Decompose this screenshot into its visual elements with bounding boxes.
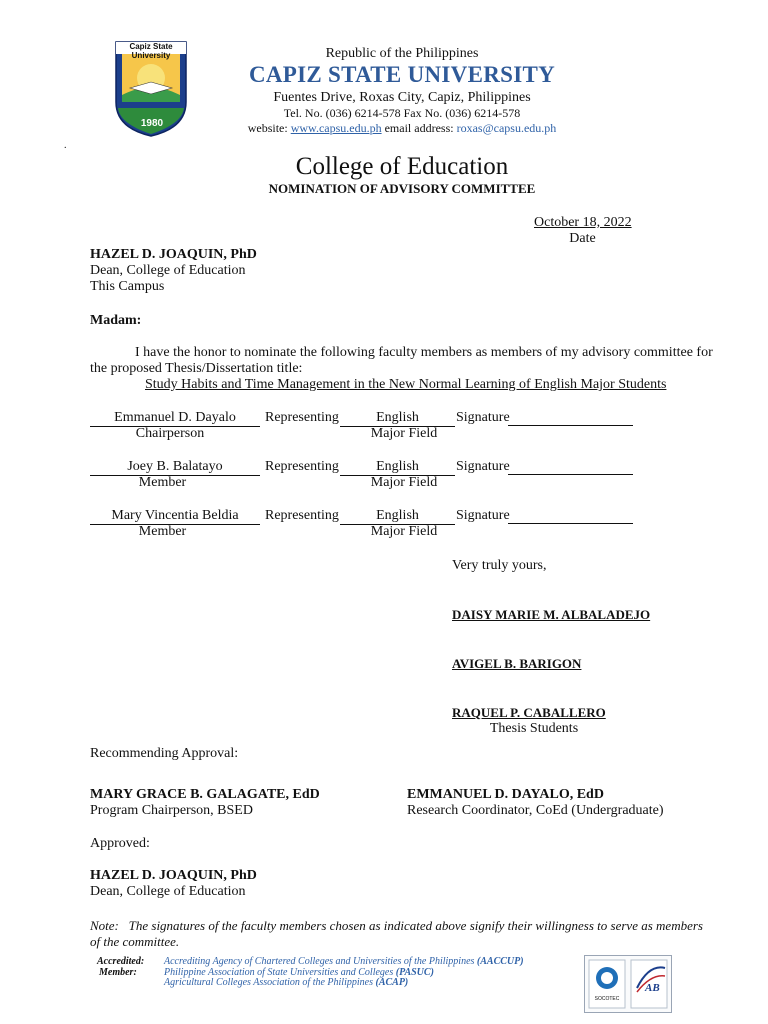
pasuc-abbr: (PASUC) (395, 967, 434, 978)
seal-text: Capiz State University (129, 42, 173, 60)
approver-name: HAZEL D. JOAQUIN, PhD (90, 868, 257, 883)
addressee-name: HAZEL D. JOAQUIN, PhD (90, 247, 257, 262)
committee-role: Member (138, 475, 187, 490)
thesis-title: Study Habits and Time Management in the New Normal Learning of English Major Students (145, 377, 667, 392)
committee-member-name: Mary Vincentia Beldia (90, 508, 260, 525)
document-title: NOMINATION OF ADVISORY COMMITTEE (268, 181, 536, 196)
socotec-label: SOCOTEC (594, 996, 620, 1002)
signature-line[interactable] (508, 410, 633, 426)
footer-note (90, 918, 710, 950)
recommender-name: EMMANUEL D. DAYALO, EdD (407, 787, 604, 802)
body-line-2: the proposed Thesis/Dissertation title: (90, 361, 303, 376)
recommender-title: Program Chairperson, BSED (90, 803, 253, 818)
seal-year: 1980 (140, 118, 164, 129)
committee-field: English (340, 508, 455, 525)
signature-label: Signature (456, 508, 510, 523)
date-label: Date (569, 231, 596, 246)
website-label: website: (247, 121, 288, 135)
university-address: Fuentes Drive, Roxas City, Capiz, Philippines (273, 90, 531, 105)
acap-line (164, 977, 408, 988)
representing-label: Representing (265, 410, 339, 425)
recommending-label: Recommending Approval: (90, 746, 239, 761)
representing-label: Representing (265, 508, 339, 523)
approved-label: Approved: (90, 836, 150, 851)
signature-label: Signature (456, 410, 510, 425)
signature-line[interactable] (508, 508, 633, 524)
salutation: Madam: (90, 313, 142, 328)
aaccup-line (164, 956, 524, 967)
website-link[interactable]: www.capsu.edu.ph (290, 121, 382, 135)
ab-label: AB (645, 982, 660, 994)
student-name: AVIGEL B. BARIGON (452, 656, 582, 671)
major-field-label: Major Field (370, 524, 438, 539)
republic-line: Republic of the Philippines (325, 46, 479, 61)
addressee-location: This Campus (90, 279, 165, 294)
addressee-title: Dean, College of Education (90, 263, 246, 278)
committee-member-name: Emmanuel D. Dayalo (90, 410, 260, 427)
aaccup-name: Accrediting Agency of Chartered Colleges and Universities of the Philippines (164, 956, 475, 967)
email-link[interactable]: roxas@capsu.edu.ph (456, 121, 557, 135)
signature-line[interactable] (508, 459, 633, 475)
committee-member-name: Joey B. Balatayo (90, 459, 260, 476)
representing-label: Representing (265, 459, 339, 474)
acap-name: Agricultural Colleges Association of the Philippines (164, 977, 373, 988)
telephone-line: Tel. No. (036) 6214-578 Fax No. (036) 6214-578 (283, 106, 521, 120)
signature-label: Signature (456, 459, 510, 474)
acap-abbr: (ACAP) (375, 977, 409, 988)
date-value: October 18, 2022 (534, 215, 632, 230)
member-label: Member: (99, 967, 137, 978)
students-label: Thesis Students (489, 721, 579, 736)
committee-field: English (340, 459, 455, 476)
committee-role: Chairperson (135, 426, 205, 441)
college-title: College of Education (295, 153, 509, 180)
university-name: CAPIZ STATE UNIVERSITY (248, 62, 556, 87)
major-field-label: Major Field (370, 475, 438, 490)
body-line-1: I have the honor to nominate the following faculty members as members of my advisory committee for (135, 345, 713, 360)
approver-title: Dean, College of Education (90, 884, 246, 899)
certification-badge (584, 955, 672, 1013)
major-field-label: Major Field (370, 426, 438, 441)
note-text: The signatures of the faculty members chosen as indicated above signify their willingness to serve as members of the committee. (90, 918, 703, 949)
aaccup-abbr: (AACCUP) (476, 956, 524, 967)
student-name: RAQUEL P. CABALLERO (452, 705, 606, 720)
recommender-name: MARY GRACE B. GALAGATE, EdD (90, 787, 320, 802)
note-label: Note: (90, 918, 119, 933)
committee-role: Member (138, 524, 187, 539)
closing: Very truly yours, (452, 558, 547, 573)
recommender-title: Research Coordinator, CoEd (Undergraduate) (407, 803, 664, 818)
stray-mark: . (64, 140, 67, 151)
committee-field: English (340, 410, 455, 427)
pasuc-name: Philippine Association of State Universities and Colleges (164, 967, 394, 978)
student-name: DAISY MARIE M. ALBALADEJO (452, 607, 651, 622)
accredited-label: Accredited: (97, 956, 145, 967)
email-label: email address: (384, 121, 454, 135)
website-line (200, 121, 604, 136)
